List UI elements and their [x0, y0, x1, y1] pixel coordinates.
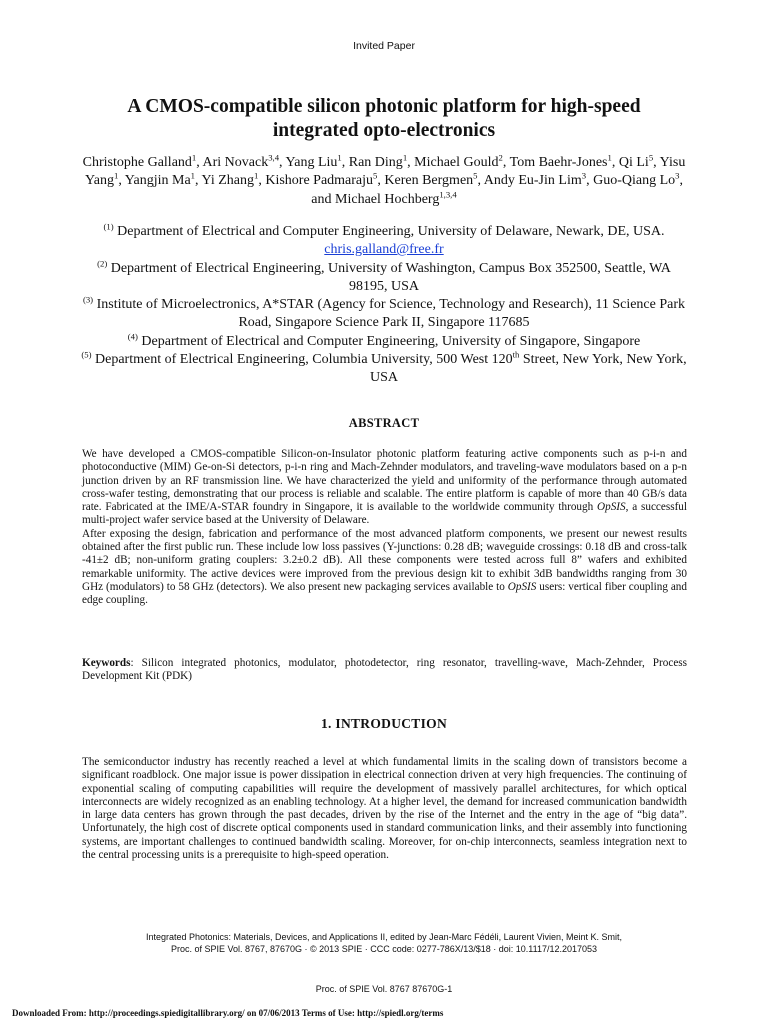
ordinal-suffix: th [512, 349, 520, 360]
keywords [82, 657, 687, 684]
author [348, 152, 408, 170]
abstract-text: users: vertical fiber coupling and edge coupling. [82, 580, 687, 607]
abstract-body [82, 448, 687, 608]
author-name: Michael Gould [414, 155, 499, 170]
author-affiliation-mark: 5 [473, 170, 478, 181]
author-affiliation-mark: 1 [402, 152, 408, 163]
author-affiliation-mark: 3 [675, 170, 680, 181]
affiliations [80, 223, 688, 388]
author-name: Christophe Galland [82, 155, 192, 170]
author-affiliation-mark: 5 [648, 152, 654, 163]
abstract-text: , a successful multi-project wafer service based at the University of Delaware. [82, 501, 688, 527]
author-affiliation-mark: 5 [373, 170, 378, 181]
affiliation-5 [80, 351, 688, 388]
author-name: Ari Novack [202, 155, 269, 170]
author-affiliation-mark: 1 [254, 170, 259, 181]
author [414, 152, 503, 170]
author-email-link[interactable]: chris.galland@free.fr [324, 242, 444, 258]
affiliation-3 [80, 296, 688, 333]
abstract-heading: ABSTRACT [348, 416, 420, 430]
author-name: Keren Bergmen [384, 173, 474, 189]
author-affiliation-mark: 1 [337, 152, 342, 163]
affiliation-text: Department of Electrical Engineering, University of Washington, Campus Box 352500, Seattle, WA 98195, USA [110, 260, 671, 294]
author-affiliation-mark: 1,3,4 [439, 188, 457, 199]
opsis-emphasis: OpSIS [597, 501, 626, 514]
invited-paper-label: Invited Paper [353, 40, 415, 52]
author [593, 170, 680, 189]
affiliation-text: Department of Electrical and Computer Engineering, University of Delaware, Newark, DE, USA. [117, 224, 665, 239]
affiliation-number: (5) [81, 349, 92, 360]
author-name: Qi Li [618, 155, 649, 170]
affiliation-number: (1) [103, 221, 114, 232]
affiliation-number: (2) [97, 257, 108, 268]
author [384, 170, 478, 189]
keywords-text: : Silicon integrated photonics, modulator, photodetector, ring resonator, travelling-wave, Mach-Zehnder, Process Development Kit (PDK) [82, 657, 687, 683]
author-affiliation-mark: 3 [581, 170, 587, 181]
affiliation-text-end: Street, New York, New York, USA [369, 352, 687, 386]
opsis-emphasis: OpSIS [507, 580, 537, 593]
author-name: Tom Baehr-Jones [509, 155, 608, 170]
affiliation-4 [80, 333, 688, 351]
affiliation-2 [80, 257, 688, 297]
author [82, 152, 197, 170]
author-affiliation-mark: 3,4 [268, 152, 280, 163]
author-affiliation-mark: 1 [113, 170, 119, 181]
author [201, 170, 259, 189]
page-number: Proc. of SPIE Vol. 8767 87670G-1 [315, 984, 453, 994]
affiliation-number: (4) [127, 331, 138, 342]
author-list: Christophe Galland$^1$, Ari Novack$^{3,4}$, Yang Liu$^1$, Ran Ding$^1$, Michael Gould$^2$, Tom Baehr-Jones$^1$, Qi Li$^5$, Yisu Yang$^1$, Yangjin Ma$^1$, Yi Zhang$^1$, Kishore Padmaraju$^5$, Keren Bergmen$^5$, Andy Eu-Jin Lim$^3$, Guo-Qiang Lo$^3$, and Michael Hochberg$^{1,3,4}$ [82, 152, 686, 207]
author-name: Guo-Qiang Lo [593, 173, 676, 189]
paper-title: A CMOS-compatible silicon photonic platform for high-speed integrated opto-electronics [127, 96, 641, 141]
author-affiliation-mark: 1 [190, 170, 196, 181]
introduction-heading: 1. INTRODUCTION [320, 716, 447, 731]
author-affiliation-mark: 1 [607, 152, 612, 163]
affiliation-text: Department of Electrical and Computer Engineering, University of Singapore, Singapore [141, 333, 641, 349]
author-name: Kishore Padmaraju [265, 173, 374, 189]
affiliation-text: Department of Electrical Engineering, Columbia University, 500 West 120 [95, 352, 513, 368]
citation-footer [0, 932, 768, 955]
author [483, 170, 587, 189]
author-name: Yi Zhang [201, 173, 254, 189]
affiliation-text: Institute of Microelectronics, A*STAR (Agency for Science, Technology and Research), 11 Science Park Road, Singapore Science Park II, Singapore 117685 [96, 297, 686, 331]
introduction-body: The semiconductor industry has recently reached a level at which fundamental limits in the scaling down of transistors become a significant roadblock. One major issue is power dissipation in electrical connection driven at very high frequencies. The continuing of exponential scaling of computing capabilities will require the development of massively parallel architectures, for which optical interconnects are widely recognized as an enabling technology. At a higher level, the demand for increased communication bandwidth in large data centers has grown through the past decades, driven by the rise of the Internet and the entry in the age of “big data”. Unfortunately, the high cost of discrete optical components used in standard communication links, and their assembly into functioning systems, are important challenges to continued bandwidth scaling. Moreover, for on-chip interconnects, seamless integration next to the central processing units is a prerequisite to high-speed operation. [82, 756, 687, 862]
author-name: Ran Ding [348, 155, 403, 170]
keywords-label: Keywords [82, 657, 131, 669]
author [285, 152, 342, 170]
download-notice: Downloaded From: http://proceedings.spiedigitallibrary.org/ on 07/06/2013 Terms of Use: http://spiedl.org/terms [12, 1008, 444, 1018]
abstract-text: We have developed a CMOS-compatible Silicon-on-Insulator photonic platform featuring active components such as p-i-n and photoconductive (MIM) Ge-on-Si detectors, p-i-n ring and Mach-Zehnder modulators, and traveling-wave modulators based on a p-n junction driven by an RF transmission line. We have characterized the yield and uniformity of the performance through automated cross-wafer testing, demonstrating that our process is reliable and scalable. The entire platform is capable of more than 40 GB/s data rate. Fabricated at the IME/A-STAR foundry in Singapore, it is available to the worldwide community through [82, 448, 687, 514]
author-name: Yangjin Ma [124, 173, 191, 189]
abstract-paragraph-2 [82, 528, 687, 608]
author-name: Andy Eu-Jin Lim [483, 173, 582, 189]
author-affiliation-mark: 1 [191, 152, 197, 163]
author-name: Yang Liu [285, 155, 338, 170]
author [124, 170, 196, 189]
author-name: Yisu Yang [85, 155, 686, 189]
abstract-paragraph-1 [82, 448, 687, 528]
abstract-text: After exposing the design, fabrication and performance of the most advanced platform components, we present our newest results obtained after the first public run. These include low loss passives (Y-junctions: 0.28 dB; waveguide crossings: 0.18 dB and cross-talk -41±2 dB; non-uniform grating couplers: 3.2±0.2 dB). All these components were tested across full 8” wafers and exhibited remarkable uniformity. The active devices were improved from the previous design kit to exhibit 3dB bandwidths ranging from 30 GHz (modulators) to 58 GHz (detectors). We also present new packaging services available to [82, 527, 687, 593]
author [618, 152, 654, 170]
author [202, 152, 280, 170]
author-affiliation-mark: 2 [498, 152, 503, 163]
author [509, 152, 612, 170]
citation-line-2: Proc. of SPIE Vol. 8767, 87670G · © 2013 SPIE · CCC code: 0277-786X/13/$18 · doi: 10.1117/12.2017053 [170, 943, 598, 954]
affiliation-1 [80, 223, 688, 260]
citation-line-1: Integrated Photonics: Materials, Devices, and Applications II, edited by Jean-Marc Fédéli, Laurent Vivien, Meint K. Smit, [145, 932, 623, 942]
author-name: Michael Hochberg [335, 191, 440, 207]
author [265, 170, 378, 189]
author [335, 188, 457, 207]
affiliation-number: (3) [82, 294, 94, 305]
